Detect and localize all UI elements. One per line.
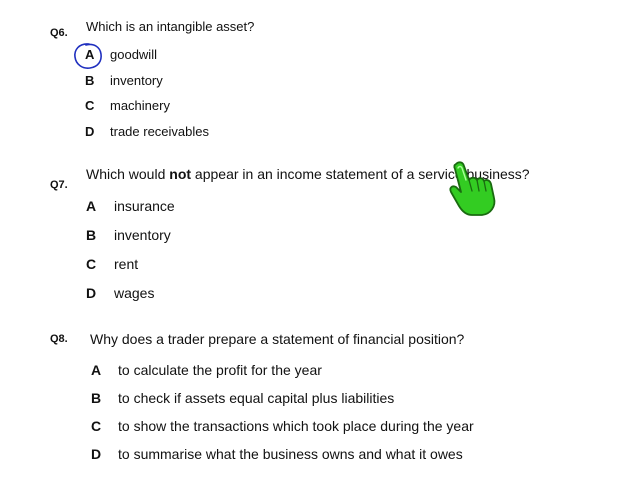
question-number-q6: Q6. xyxy=(50,27,68,39)
option-letter: D xyxy=(91,446,102,462)
question-number-q8: Q8. xyxy=(50,333,68,345)
option-text: rent xyxy=(114,256,139,272)
option-text: to summarise what the business owns and what it owes xyxy=(118,446,463,462)
option-text: wages xyxy=(114,285,155,301)
option-letter: A xyxy=(86,198,97,214)
option-text: machinery xyxy=(110,98,170,113)
option-letter: C xyxy=(85,98,95,113)
hand-pointer-icon xyxy=(447,160,497,218)
option-letter: B xyxy=(86,227,97,243)
option-letter: A xyxy=(85,47,95,62)
option-letter: D xyxy=(85,124,95,139)
question-text-q8: Why does a trader prepare a statement of financial position? xyxy=(90,331,465,347)
question-text-q6: Which is an intangible asset? xyxy=(86,19,255,34)
option-text: to show the transactions which took place during the year xyxy=(118,418,474,434)
option-text: to check if assets equal capital plus liabilities xyxy=(118,390,395,406)
option-text: inventory xyxy=(114,227,171,243)
question-text-part: appear in an income statement of a service business? xyxy=(191,166,530,182)
option-text: inventory xyxy=(110,73,163,88)
option-letter: C xyxy=(91,418,102,434)
option-letter: B xyxy=(85,73,95,88)
option-text: insurance xyxy=(114,198,175,214)
option-letter: C xyxy=(86,256,97,272)
answer-circle-mark xyxy=(73,42,103,70)
question-number-q7: Q7. xyxy=(50,179,68,191)
option-letter: B xyxy=(91,390,102,406)
option-text: trade receivables xyxy=(110,124,209,139)
question-text-part: Which would xyxy=(86,166,170,182)
question-text-emphasis: not xyxy=(169,166,192,182)
option-letter: D xyxy=(86,285,97,301)
option-text: to calculate the profit for the year xyxy=(118,362,322,378)
option-letter: A xyxy=(91,362,102,378)
option-text: goodwill xyxy=(110,47,157,62)
